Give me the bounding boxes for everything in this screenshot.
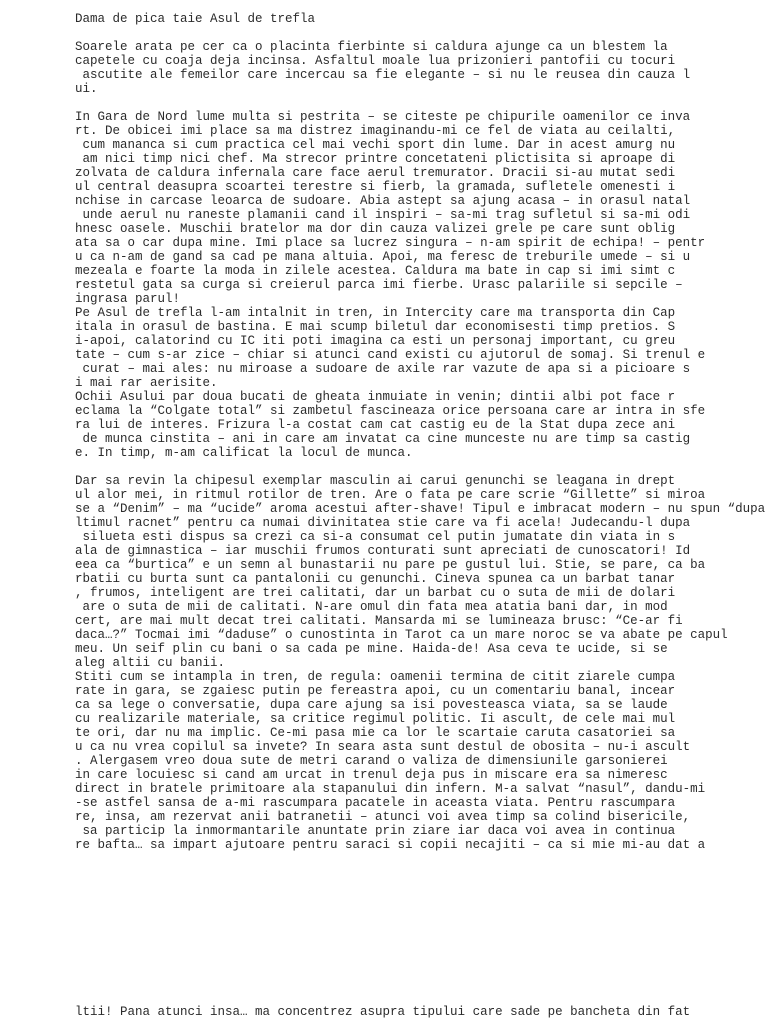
text-line: i mai rar aerisite. xyxy=(75,376,218,390)
text-line: capetele cu coaja deja incinsa. Asfaltul moale lua prizonieri pantofii cu tocuri xyxy=(75,54,676,68)
text-line: eclama la “Colgate total” si zambetul fascineaza orice persoana care ar intra in sfe xyxy=(75,404,706,418)
text-line: -se astfel sansa de a-mi rascumpara pacatele in aceasta viata. Pentru rascumpara xyxy=(75,796,676,810)
text-line: i-apoi, calatorind cu IC iti poti imagina ca esti un personaj important, cu greu xyxy=(75,334,676,348)
text-line: Ochii Asului par doua bucati de gheata inmuiate in venin; dintii albi pot face r xyxy=(75,390,676,404)
text-line xyxy=(75,460,765,474)
text-line: nchise in carcase leoarca de sudoare. Abia astept sa ajung acasa – in orasul natal xyxy=(75,194,691,208)
text-line: u ca n-am de gand sa cad pe mana altuia. Apoi, ma feresc de treburile umede – si u xyxy=(75,250,691,264)
text-line: eea ca “burtica” e un semn al bunastarii nu pare pe gustul lui. Stie, se pare, ca ba xyxy=(75,558,706,572)
text-line: daca…?” Tocmai imi “daduse” o cunostinta in Tarot ca un mare noroc se va abate pe capul xyxy=(75,628,728,642)
text-line: ca sa lege o conversatie, dupa care ajung sa isi povesteasca viata, sa se laude xyxy=(75,698,668,712)
text-line: itala in orasul de bastina. E mai scump biletul dar economisesti timp pretios. S xyxy=(75,320,676,334)
text-line: restetul gata sa curga si creierul parca imi fierbe. Urasc palariile si sepcile – xyxy=(75,278,683,292)
text-line: cu realizarile materiale, sa critice regimul politic. Ii ascult, de cele mai mul xyxy=(75,712,676,726)
text-line: . Alergasem vreo doua sute de metri carand o valiza de dimensiunile garsonierei xyxy=(75,754,668,768)
text-line: are o suta de mii de calitati. N-are omul din fata mea atatia bani dar, in mod xyxy=(75,600,668,614)
text-line: rbatii cu burta sunt ca pantalonii cu genunchi. Cineva spunea ca un barbat tanar xyxy=(75,572,676,586)
text-line: sa particip la inmormantarile anuntate prin ziare iar daca voi avea in continua xyxy=(75,824,676,838)
text-line: ltimul racnet” pentru ca numai divinitatea stie care va fi acela! Judecandu-l dupa xyxy=(75,516,691,530)
text-line: te ori, dar nu ma implic. Ce-mi pasa mie ca lor le scartaie caruta casatoriei sa xyxy=(75,726,676,740)
text-line: ul alor mei, in ritmul rotilor de tren. Are o fata pe care scrie “Gillette” si miroa xyxy=(75,488,706,502)
text-line: direct in bratele primitoare ala stapanului din infern. M-a salvat “nasul”, dandu-mi xyxy=(75,782,706,796)
text-line: re, insa, am rezervat anii batranetii – atunci voi avea timp sa colind bisericile, xyxy=(75,810,691,824)
page-bottom-line: ltii! Pana atunci insa… ma concentrez asupra tipului care sade pe bancheta din fat xyxy=(75,1005,691,1019)
text-line xyxy=(75,26,765,40)
text-line: unde aerul nu raneste plamanii cand il inspiri – sa-mi trag sufletul si sa-mi odi xyxy=(75,208,691,222)
text-line: meu. Un seif plin cu bani o sa cada pe mine. Haida-de! Asa ceva te ucide, si se xyxy=(75,642,668,656)
text-line: Stiti cum se intampla in tren, de regula: oamenii termina de citit ziarele cumpa xyxy=(75,670,676,684)
text-line: am nici timp nici chef. Ma strecor printre concetateni plictisita si aproape di xyxy=(75,152,676,166)
text-line: aleg altii cu banii. xyxy=(75,656,226,670)
text-line: , frumos, inteligent are trei calitati, dar un barbat cu o suta de mii de dolari xyxy=(75,586,676,600)
text-line: in care locuiesc si cand am urcat in trenul deja pus in miscare era sa nimeresc xyxy=(75,768,668,782)
text-line: ascutite ale femeilor care incercau sa fie elegante – si nu le reusea din cauza l xyxy=(75,68,691,82)
text-line: cert, are mai mult decat trei calitati. Mansarda mi se lumineaza brusc: “Ce-ar fi xyxy=(75,614,683,628)
document-body xyxy=(75,12,765,852)
text-line: ra lui de interes. Frizura l-a costat cam cat castig eu de la Stat dupa zece ani xyxy=(75,418,676,432)
text-line: rate in gara, se zgaiesc putin pe fereastra apoi, cu un comentariu banal, incear xyxy=(75,684,676,698)
text-line: mezeala e foarte la moda in zilele acestea. Caldura ma bate in cap si imi simt c xyxy=(75,264,676,278)
text-line: re bafta… sa impart ajutoare pentru saraci si copii necajiti – ca si mie mi-au dat a xyxy=(75,838,706,852)
text-line: ingrasa parul! xyxy=(75,292,181,306)
text-line: se a “Denim” – ma “ucide” aroma acestui after-shave! Tipul e imbracat modern – nu spun “dupa xyxy=(75,502,766,516)
text-line: e. In timp, m-am calificat la locul de munca. xyxy=(75,446,413,460)
text-line: silueta esti dispus sa crezi ca si-a consumat cel putin jumatate din viata in s xyxy=(75,530,676,544)
text-line: de munca cinstita – ani in care am invatat ca cine munceste nu are timp sa castig xyxy=(75,432,691,446)
document-title: Dama de pica taie Asul de trefla xyxy=(75,12,316,26)
text-line: Dar sa revin la chipesul exemplar masculin ai carui genunchi se leagana in drept xyxy=(75,474,676,488)
text-line xyxy=(75,96,765,110)
text-line: ul central deasupra scoartei terestre si fierb, la gramada, sufletele omenesti i xyxy=(75,180,676,194)
text-line: ata sa o car dupa mine. Imi place sa lucrez singura – n-am spirit de echipa! – pentr xyxy=(75,236,706,250)
text-line: curat – mai ales: nu miroase a sudoare de axile rar vazute de apa si a picioare s xyxy=(75,362,691,376)
text-line: rt. De obicei imi place sa ma distrez imaginandu-mi ce fel de viata au ceilalti, xyxy=(75,124,676,138)
text-line: Soarele arata pe cer ca o placinta fierbinte si caldura ajunge ca un blestem la xyxy=(75,40,668,54)
text-line: In Gara de Nord lume multa si pestrita – se citeste pe chipurile oamenilor ce inva xyxy=(75,110,691,124)
text-line: hnesc oasele. Muschii bratelor ma dor din cauza valizei grele pe care sunt oblig xyxy=(75,222,676,236)
text-line: u ca nu vrea copilul sa invete? In seara asta sunt destul de obosita – nu-i ascult xyxy=(75,740,691,754)
text-line: ala de gimnastica – iar muschii frumos conturati sunt apreciati de cunoscatori! Id xyxy=(75,544,691,558)
text-line: ui. xyxy=(75,82,98,96)
text-line: zolvata de caldura infernala care face aerul tremurator. Dracii si-au mutat sedi xyxy=(75,166,676,180)
text-line: Pe Asul de trefla l-am intalnit in tren, in Intercity care ma transporta din Cap xyxy=(75,306,676,320)
text-line: tate – cum s-ar zice – chiar si atunci cand existi cu ajutorul de somaj. Si trenul e xyxy=(75,348,706,362)
text-line: cum mananca si cum practica cel mai vechi sport din lume. Dar in acest amurg nu xyxy=(75,138,676,152)
